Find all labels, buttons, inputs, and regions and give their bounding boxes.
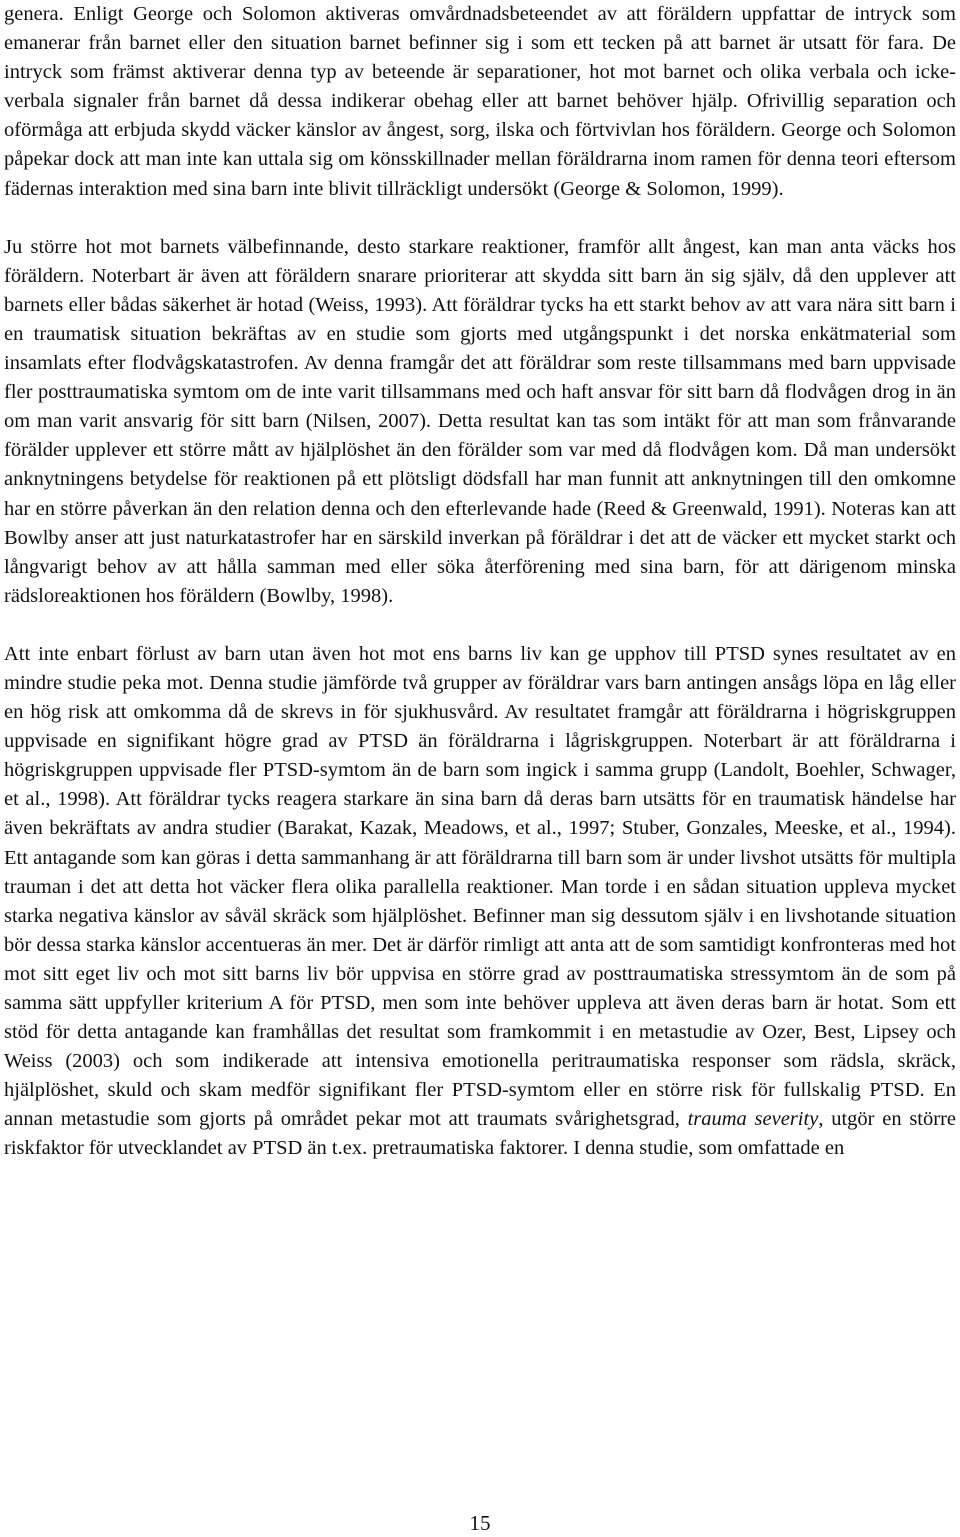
paragraph-3-text-before-italic: Att inte enbart förlust av barn utan även hot mot ens barns liv kan ge upphov till PTSD synes resultatet av en mindre studie peka mot. Denna studie jämförde två grupper av föräldrar vars barn antingen ansågs löpa en låg eller en hög risk att omkomma då de skrevs in för sjukhusvård. Av resultatet framgår att föräldrarna i högriskgruppen uppvisade en signifikant högre grad av PTSD än föräldrarna i lågriskgruppen. Noterbart är att föräldrarna i högriskgruppen uppvisade fler PTSD-symtom än de barn som ingick i samma grupp (Landolt, Boehler, Schwager, et al., 1998). Att föräldrar tycks reagera starkare än sina barn då deras barn utsätts för en traumatisk händelse har även bekräftats av andra studier (Barakat, Kazak, Meadows, et al., 1997; Stuber, Gonzales, Meeske, et al., 1994). Ett antagande som kan göras i detta sammanhang är att föräldrarna till barn som är under livshot utsätts för multipla trauman i det att detta hot väcker flera olika parallella reaktioner. Man torde i en sådan situation uppleva mycket starka negativa känslor av såväl skräck som hjälplöshet. Befinner man sig dessutom själv i en livshotande situation bör dessa starka känslor accentueras än mer. Det är därför rimligt att anta att de som samtidigt konfronteras med hot mot sitt eget liv och mot sitt barns liv bör uppvisa en större grad av posttraumatiska stressymtom än de som på samma sätt uppfyller kriterium A för PTSD, men som inte behöver uppleva att även deras barn är hotat. Som ett stöd för detta antagande kan framhållas det resultat som framkommit i en metastudie av Ozer, Best, Lipsey och Weiss (2003) och som indikerade att intensiva emotionella peritraumatiska responser som rädsla, skräck, hjälplöshet, skuld och skam medför signifikant fler PTSD-symtom eller en större risk för fullskalig PTSD. En annan metastudie som gjorts på området pekar mot att traumats svårighetsgrad, — [4, 642, 956, 1131]
paragraph-1: genera. Enligt George och Solomon aktiveras omvårdnadsbeteendet av att föräldern uppfattar de intryck som emanerar från barnet eller den situation barnet befinner sig i som ett tecken på att barnet är utsatt för fara. De intryck som främst aktiverar denna typ av beteende är separationer, hot mot barnet och olika verbala och icke-verbala signaler från barnet då dessa indikerar obehag eller att barnet behöver hjälp. Ofrivillig separation och oförmåga att erbjuda skydd väcker känslor av ångest, sorg, ilska och förtvivlan hos föräldern. George och Solomon påpekar dock att man inte kan uttala sig om könsskillnader mellan föräldrarna inom ramen för denna teori eftersom fädernas interaktion med sina barn inte blivit tillräckligt undersökt (George & Solomon, 1999). — [4, 3, 956, 200]
paragraph-3-text-after-italic: , utgör en större riskfaktor för utvecklandet av PTSD än t.ex. pretraumatiska faktorer. I denna studie, som omfattade en — [4, 1108, 956, 1160]
paragraph-3-italic-term: trauma severity — [687, 1108, 819, 1131]
paragraph-3 — [4, 640, 956, 1164]
paragraph-2: Ju större hot mot barnets välbefinnande, desto starkare reaktioner, framför allt ångest, kan man anta väcks hos föräldern. Noterbart är även att föräldern snarare prioriterar att skydda sitt barn än sig själv, då den upplever att barnets eller bådas säkerhet är hotad (Weiss, 1993). Att föräldrar tycks ha ett starkt behov av att vara nära sitt barn i en traumatisk situation bekräftas av en studie som gjorts med utgångspunkt i det norska enkätmaterial som insamlats efter flodvågskatastrofen. Av denna framgår det att föräldrar som reste tillsammans med barn uppvisade fler posttraumatiska symtom om de inte varit tillsammans med och haft ansvar för sitt barn då flodvågen drog in än om man varit ansvarig för sitt barn (Nilsen, 2007). Detta resultat kan tas som intäkt för att man som frånvarande förälder upplever ett större mått av hjälplöshet än den förälder som var med då flodvågen kom. Då man undersökt anknytningens betydelse för reaktionen på ett plötsligt dödsfall har man funnit att anknytningen till den omkomne har en större påverkan än den relation denna och den efterlevande hade (Reed & Greenwald, 1991). Noteras kan att Bowlby anser att just naturkatastrofer har en särskild inverkan på föräldrar i det att de väcker ett mycket starkt och långvarigt behov av att hålla samman med eller söka återförening med sina barn, för att därigenom minska rädsloreaktionen hos föräldern (Bowlby, 1998). — [4, 235, 956, 607]
page-number: 15 — [469, 1511, 491, 1535]
document-page — [4, 0, 956, 1164]
